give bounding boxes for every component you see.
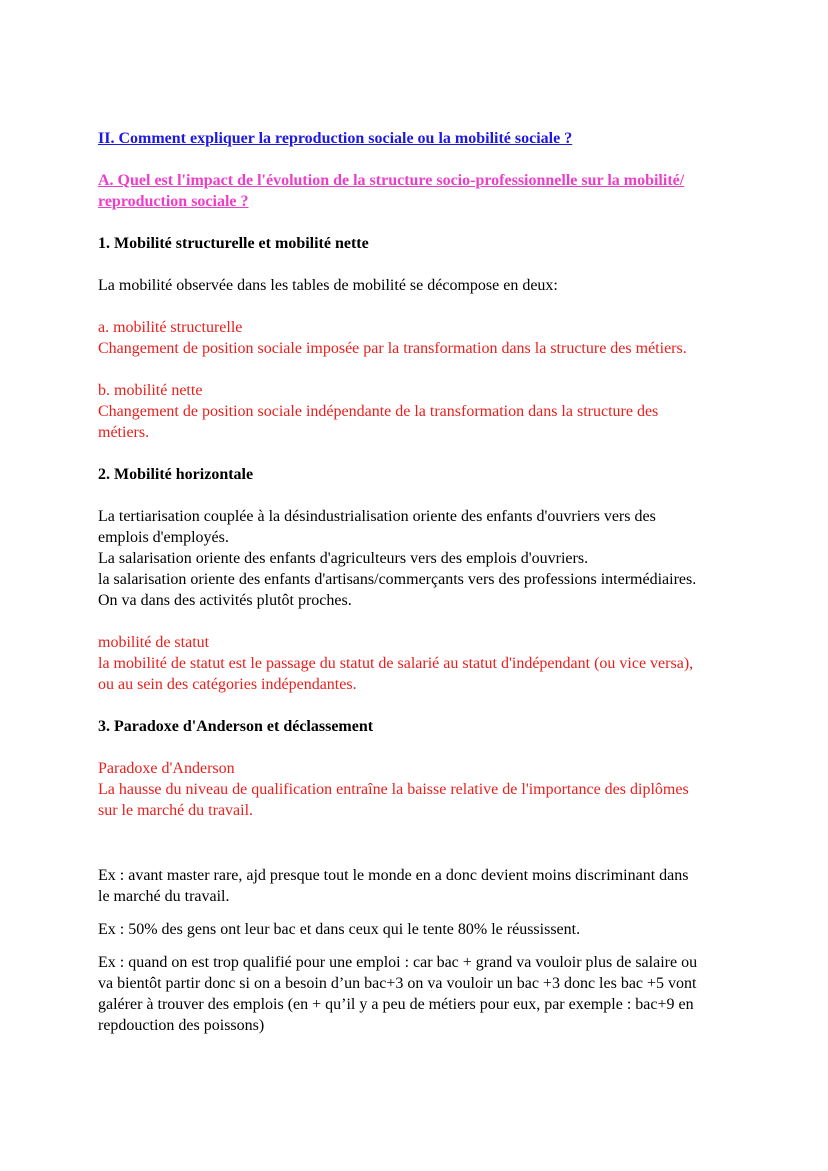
example-line: Ex : quand on est trop qualifié pour une emploi : car bac + grand va vouloir plus de salaire ou <box>98 954 698 971</box>
example-3 <box>98 952 738 1036</box>
subsection-title-line: A. Quel est l'impact de l'évolution de la structure socio-professionnelle sur la mobilité/ <box>98 172 685 189</box>
definition-anderson-paradox <box>98 758 738 821</box>
part3-heading: 3. Paradoxe d'Anderson et déclassement <box>98 718 374 735</box>
definition-text: sur le marché du travail. <box>98 802 254 819</box>
example-line: Ex : avant master rare, ajd presque tout le monde en a donc devient moins discriminant dans <box>98 867 689 884</box>
document-page <box>98 128 738 1048</box>
example-line: va bientôt partir donc si on a besoin d’un bac+3 on va vouloir un bac +3 donc les bac +5 vont <box>98 975 697 992</box>
paragraph-line: La salarisation oriente des enfants d'agriculteurs vers des emplois d'ouvriers. <box>98 550 589 567</box>
section-title: II. Comment expliquer la reproduction sociale ou la mobilité sociale ? <box>98 130 573 147</box>
paragraph-line: emplois d'employés. <box>98 529 229 546</box>
definition-term: a. mobilité structurelle <box>98 319 243 336</box>
paragraph-line: la salarisation oriente des enfants d'artisans/commerçants vers des professions intermédiaires. <box>98 571 697 588</box>
paragraph-line: La tertiarisation couplée à la désindustrialisation oriente des enfants d'ouvriers vers des <box>98 508 656 525</box>
example-2: Ex : 50% des gens ont leur bac et dans ceux qui le tente 80% le réussissent. <box>98 921 581 938</box>
example-1 <box>98 865 738 907</box>
part1-heading: 1. Mobilité structurelle et mobilité nette <box>98 235 369 252</box>
definition-term: Paradoxe d'Anderson <box>98 760 235 777</box>
subsection-title-line: reproduction sociale ? <box>98 193 249 210</box>
spacer <box>98 843 738 865</box>
definition-text: La hausse du niveau de qualification entraîne la baisse relative de l'importance des diplômes <box>98 781 689 798</box>
paragraph-line: On va dans des activités plutôt proches. <box>98 592 352 609</box>
definition-term: mobilité de statut <box>98 634 210 651</box>
part2-heading: 2. Mobilité horizontale <box>98 466 254 483</box>
definition-net-mobility <box>98 380 738 443</box>
definition-text: la mobilité de statut est le passage du statut de salarié au statut d'indépendant (ou vice versa), <box>98 655 694 672</box>
definition-text: Changement de position sociale indépendante de la transformation dans la structure des <box>98 403 659 420</box>
definition-text: ou au sein des catégories indépendantes. <box>98 676 357 693</box>
definition-text: métiers. <box>98 424 150 441</box>
definition-text: Changement de position sociale imposée par la transformation dans la structure des métiers. <box>98 340 687 357</box>
spacer <box>98 821 738 843</box>
example-line: repdouction des poissons) <box>98 1017 265 1034</box>
subsection-title <box>98 170 738 212</box>
example-line: le marché du travail. <box>98 888 230 905</box>
example-line: galérer à trouver des emplois (en + qu’il y a peu de métiers pour eux, par exemple : bac+9 en <box>98 996 694 1013</box>
part1-intro: La mobilité observée dans les tables de mobilité se décompose en deux: <box>98 277 558 294</box>
definition-term: b. mobilité nette <box>98 382 203 399</box>
definition-structural-mobility <box>98 317 738 359</box>
definition-status-mobility <box>98 632 738 695</box>
part2-paragraph <box>98 506 738 611</box>
